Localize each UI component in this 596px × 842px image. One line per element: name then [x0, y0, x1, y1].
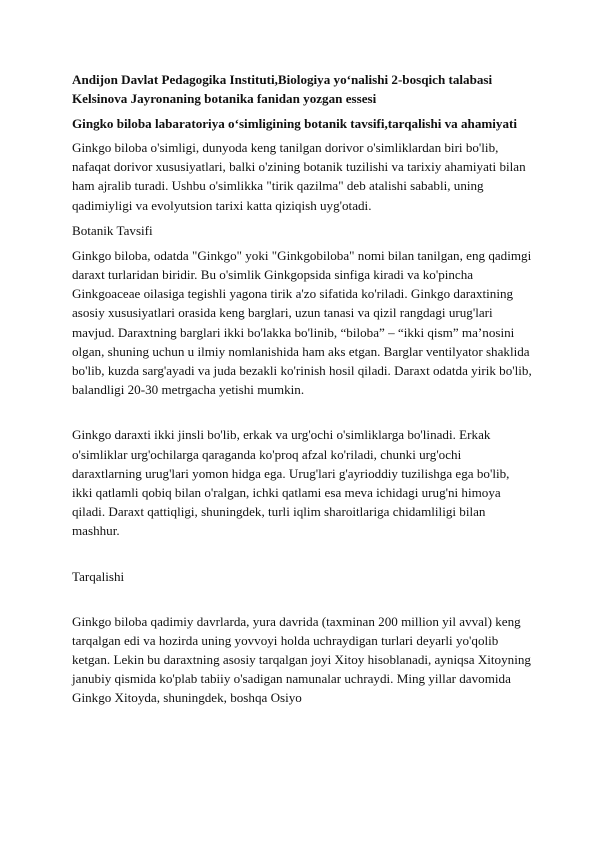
botanical-description-paragraph-1: Ginkgo biloba, odatda "Ginkgo" yoki "Ginkgobiloba" nomi bilan tanilgan, eng qadimgi daraxt turlaridan biridir. Bu o'simlik Ginkgopsida sinfiga kiradi va ko'pincha Ginkgoaceae oilasiga tegishli yagona tirik a'zo sifatida ko'riladi. Ginkgo daraxtining asosiy xususiyatlari orasida keng barglari, uzun tanasi va qizil rangdagi urug'lari mavjud. Daraxtning barglari ikki bo'lakka bo'linib, “biloba” – “ikki qism” ma’nosini olgan, shuning uchun u ilmiy nomlanishida ham aks etgan. Barglar ventilyator shaklida bo'lib, kuzda sarg'ayadi va juda bezakli ko'rinish hosil qiladi. Daraxt odatda yirik bo'lib, balandligi 20-30 metrgacha yetishi mumkin. — [72, 247, 532, 398]
distribution-paragraph-1: Ginkgo biloba qadimiy davrlarda, yura davrida (taxminan 200 million yil avval) keng tarqalgan edi va hozirda uning yovvoyi holda uchraydigan turlari deyarli yo'qolib ketgan. Lekin bu daraxtning asosiy tarqalgan joyi Xitoy hisoblanadi, ayniqsa Xitoyning janubiy qismida ko'plab tabiiy o'sadigan namunalar uchraydi. Ming yillar davomida Ginkgo Xitoyda, shuningdek, boshqa Osiyo — [72, 613, 531, 706]
paragraph-gap — [72, 547, 532, 567]
paragraph-gap — [72, 405, 532, 425]
essay-title: Gingko biloba labaratoriya o‘simligining botanik tavsifi,tarqalishi va ahamiyati — [72, 116, 518, 131]
section-heading-botanical-description: Botanik Tavsifi — [72, 222, 153, 238]
section-heading-distribution: Tarqalishi — [72, 568, 125, 584]
botanical-description-paragraph-2: Ginkgo daraxti ikki jinsli bo'lib, erkak va urg'ochi o'simliklarga bo'linadi. Erkak o'simliklar urg'ochilarga qaraganda ko'proq afzal ko'riladi, chunki urg'ochi daraxtlarning urug'lari yomon hidga ega. Urug'lari g'ayrioddiy tuzilishga ega bo'lib, ikki qatlamli qobiq bilan o'ralgan, ichki qatlami esa meva ichidagi urug'ni himoya qiladi. Daraxt qattiqligi, shuningdek, turli iqlim sharoitlariga chidamliligi bilan mashhur. — [72, 427, 510, 539]
paragraph-gap — [72, 592, 532, 612]
document-page — [72, 70, 532, 714]
intro-paragraph: Ginkgo biloba o'simligi, dunyoda keng tanilgan dorivor o'simliklardan biri bo'lib, nafaqat dorivor xususiyatlari, balki o'zining botanik tuzilishi va tarixiy ahamiyati bilan ham ajralib turadi. Ushbu o'simlikka "tirik qazilma" deb atalishi sababli, uning qadimiyligi va evolyutsion tarixi katta qiziqish uyg'otadi. — [72, 140, 526, 213]
document-title: Andijon Davlat Pedagogika Instituti,Biologiya yo‘nalishi 2-bosqich talabasi Kelsinova Jayronaning botanika fanidan yozgan essesi — [72, 72, 493, 106]
